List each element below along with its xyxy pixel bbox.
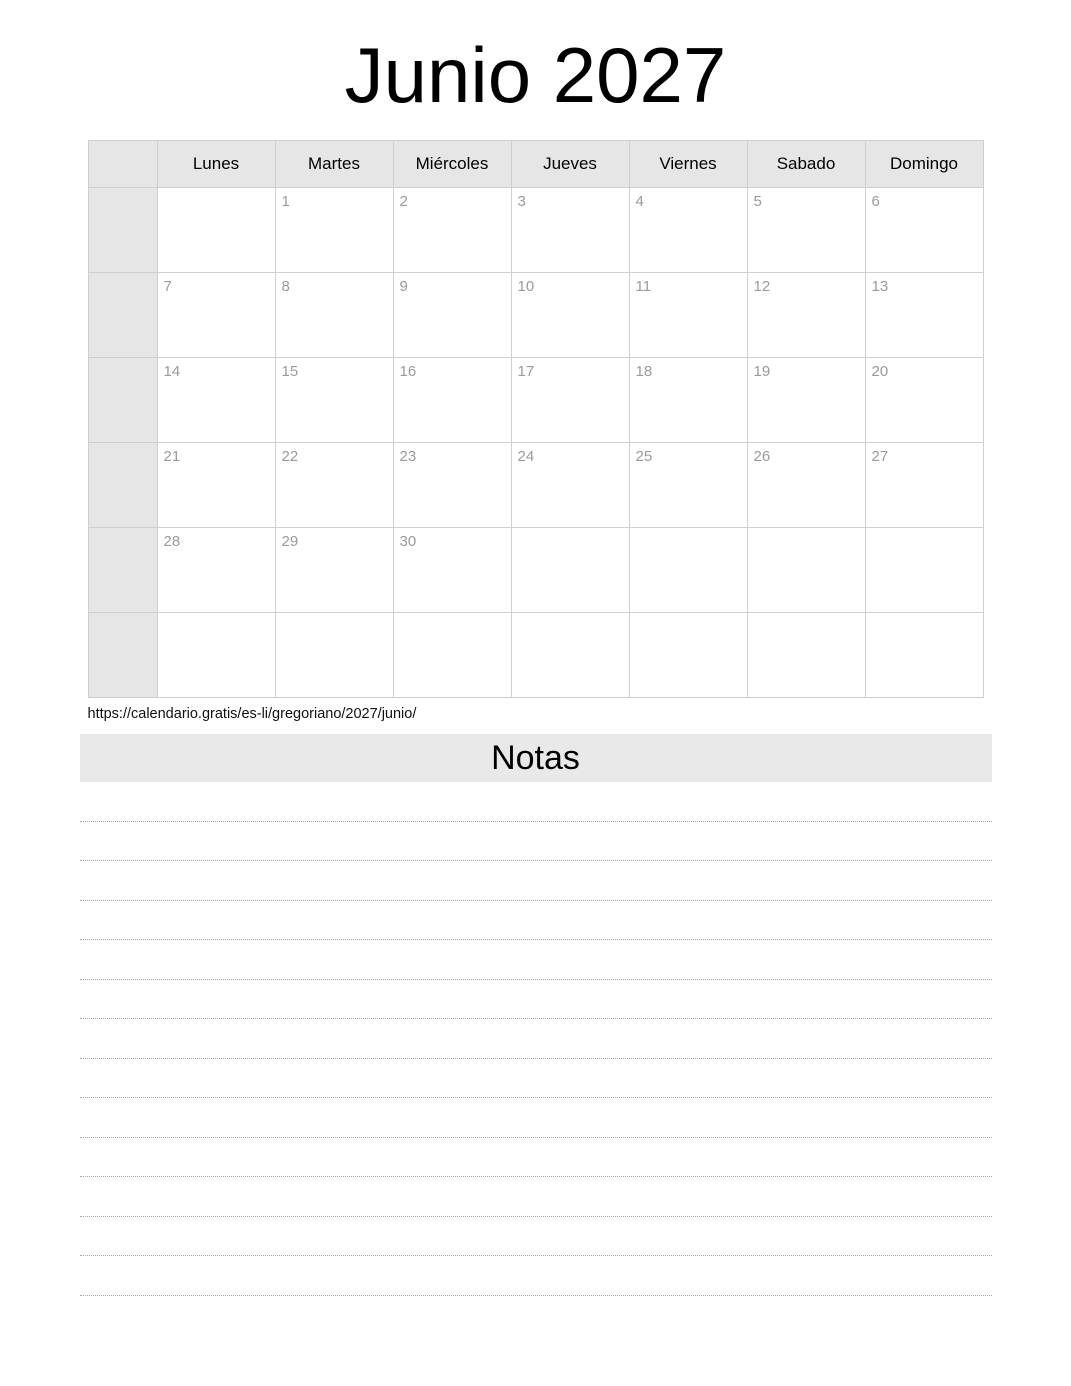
day-cell[interactable]	[511, 273, 629, 358]
calendar-head	[88, 141, 983, 188]
day-cell[interactable]	[747, 188, 865, 273]
day-cell[interactable]	[275, 443, 393, 528]
weekday-header-martes: Martes	[275, 141, 393, 188]
note-line[interactable]	[80, 940, 992, 980]
day-cell[interactable]	[157, 443, 275, 528]
day-number: 2	[399, 193, 408, 210]
day-cell[interactable]	[393, 358, 511, 443]
week-label-cell	[88, 528, 157, 613]
weekday-header-jueves: Jueves	[511, 141, 629, 188]
day-number: 4	[635, 193, 644, 210]
note-line[interactable]	[80, 1217, 992, 1257]
day-cell[interactable]	[747, 358, 865, 443]
day-number	[158, 613, 275, 619]
day-cell[interactable]	[275, 613, 393, 698]
weekday-header-row	[88, 141, 983, 188]
note-line[interactable]	[80, 901, 992, 941]
day-cell[interactable]	[629, 613, 747, 698]
day-cell[interactable]	[393, 273, 511, 358]
day-number: 8	[281, 278, 290, 295]
day-number	[158, 188, 275, 194]
day-number: 1	[281, 193, 290, 210]
day-cell[interactable]	[393, 528, 511, 613]
day-cell[interactable]	[629, 443, 747, 528]
day-number: 3	[517, 193, 526, 210]
note-line[interactable]	[80, 1177, 992, 1217]
day-cell[interactable]	[511, 528, 629, 613]
day-cell[interactable]	[511, 443, 629, 528]
calendar-week-row	[88, 528, 983, 613]
day-cell[interactable]	[157, 358, 275, 443]
notes-heading: Notas	[80, 734, 992, 782]
day-cell[interactable]	[747, 443, 865, 528]
day-number: 25	[635, 448, 653, 465]
day-cell[interactable]	[275, 358, 393, 443]
week-label-cell	[88, 613, 157, 698]
notes-section	[80, 734, 992, 1296]
day-number	[394, 613, 511, 619]
calendar-container	[88, 114, 984, 698]
day-cell[interactable]	[865, 613, 983, 698]
day-number	[748, 613, 865, 619]
day-number	[630, 613, 747, 619]
note-line[interactable]	[80, 1019, 992, 1059]
day-cell[interactable]	[865, 188, 983, 273]
day-number: 26	[753, 448, 771, 465]
day-cell[interactable]	[511, 188, 629, 273]
note-line[interactable]	[80, 861, 992, 901]
calendar-week-row	[88, 443, 983, 528]
calendar-corner-cell	[88, 141, 157, 188]
day-number	[630, 528, 747, 534]
day-number: 30	[399, 533, 417, 550]
day-number: 12	[753, 278, 771, 295]
day-number: 15	[281, 363, 299, 380]
day-number: 20	[871, 363, 889, 380]
note-line[interactable]	[80, 1059, 992, 1099]
week-label-cell	[88, 188, 157, 273]
day-cell[interactable]	[865, 273, 983, 358]
day-cell[interactable]	[747, 273, 865, 358]
day-cell[interactable]	[865, 358, 983, 443]
week-label-cell	[88, 443, 157, 528]
day-number: 5	[753, 193, 762, 210]
day-number: 23	[399, 448, 417, 465]
note-line[interactable]	[80, 1098, 992, 1138]
weekday-header-lunes: Lunes	[157, 141, 275, 188]
calendar-week-row	[88, 188, 983, 273]
day-cell[interactable]	[629, 273, 747, 358]
page-title: Junio 2027	[344, 31, 727, 119]
day-cell[interactable]	[865, 443, 983, 528]
day-number: 29	[281, 533, 299, 550]
day-number: 22	[281, 448, 299, 465]
day-number: 10	[517, 278, 535, 295]
day-number: 6	[871, 193, 880, 210]
note-line[interactable]	[80, 822, 992, 862]
calendar-body	[88, 188, 983, 698]
day-number	[512, 613, 629, 619]
weekday-header-viernes: Viernes	[629, 141, 747, 188]
calendar-week-row	[88, 358, 983, 443]
day-number: 18	[635, 363, 653, 380]
day-number: 11	[635, 278, 652, 295]
note-line[interactable]	[80, 1256, 992, 1296]
day-cell[interactable]	[865, 528, 983, 613]
day-cell[interactable]	[157, 188, 275, 273]
note-line[interactable]	[80, 980, 992, 1020]
day-number: 21	[163, 448, 181, 465]
day-cell[interactable]	[629, 188, 747, 273]
week-label-cell	[88, 358, 157, 443]
weekday-header-sabado: Sabado	[747, 141, 865, 188]
day-cell[interactable]	[275, 273, 393, 358]
day-number: 16	[399, 363, 417, 380]
day-cell[interactable]	[275, 188, 393, 273]
day-number	[866, 528, 983, 534]
day-cell[interactable]	[629, 358, 747, 443]
day-cell[interactable]	[511, 613, 629, 698]
day-number	[276, 613, 393, 619]
day-cell[interactable]	[747, 613, 865, 698]
day-number: 27	[871, 448, 889, 465]
day-number: 7	[163, 278, 172, 295]
day-number: 17	[517, 363, 535, 380]
day-number	[748, 528, 865, 534]
day-cell[interactable]	[511, 358, 629, 443]
day-number: 19	[753, 363, 771, 380]
note-line[interactable]	[80, 1138, 992, 1178]
calendar-table	[88, 140, 984, 698]
day-cell[interactable]	[157, 613, 275, 698]
day-cell[interactable]	[393, 188, 511, 273]
day-number: 9	[399, 278, 408, 295]
day-number: 28	[163, 533, 181, 550]
note-line[interactable]	[80, 782, 992, 822]
weekday-header-domingo: Domingo	[865, 141, 983, 188]
day-number	[512, 528, 629, 534]
day-cell[interactable]	[747, 528, 865, 613]
weekday-header-miercoles: Miércoles	[393, 141, 511, 188]
day-cell[interactable]	[275, 528, 393, 613]
day-cell[interactable]	[157, 528, 275, 613]
day-number	[866, 613, 983, 619]
week-label-cell	[88, 273, 157, 358]
day-number: 14	[163, 363, 181, 380]
day-number: 24	[517, 448, 535, 465]
day-cell[interactable]	[629, 528, 747, 613]
calendar-week-row	[88, 273, 983, 358]
source-url[interactable]: https://calendario.gratis/es-li/gregoriano/2027/junio/	[87, 706, 417, 722]
day-cell[interactable]	[393, 443, 511, 528]
calendar-week-row	[88, 613, 983, 698]
day-number: 13	[871, 278, 889, 295]
day-cell[interactable]	[393, 613, 511, 698]
day-cell[interactable]	[157, 273, 275, 358]
